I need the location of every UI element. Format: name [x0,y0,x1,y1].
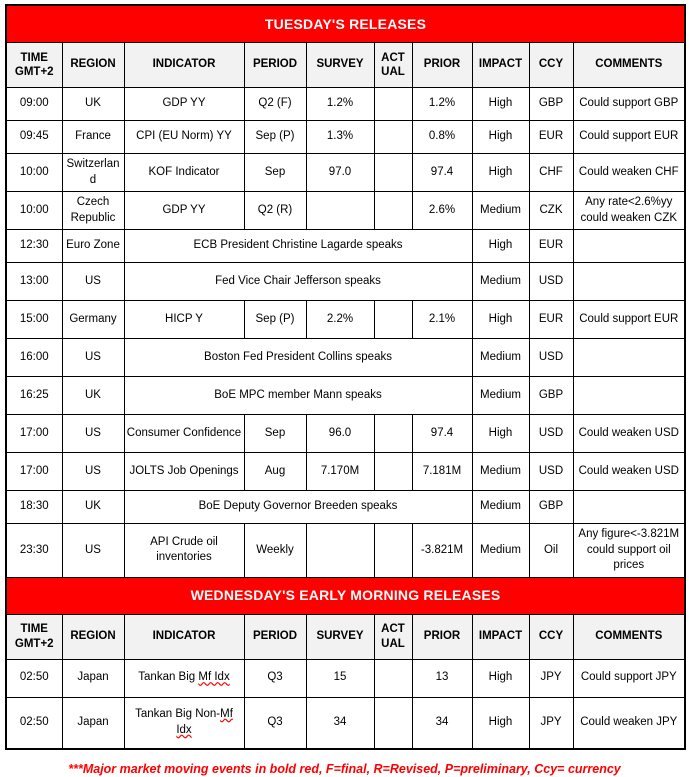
cell-actual [374,415,412,453]
cell-impact: Medium [472,524,529,578]
col-header-actual [374,43,412,88]
cell-comments: Could support JPY [573,659,685,697]
col-header-impact: IMPACT [472,43,529,88]
cell-survey: 34 [306,697,374,749]
cell-indicator: Consumer Confidence [124,415,244,453]
cell-event-description: BoE Deputy Governor Breeden speaks [124,491,472,524]
cell-region: Euro Zone [62,230,124,263]
cell-ccy: EUR [529,230,573,263]
cell-ccy: USD [529,453,573,491]
col-header-prior: PRIOR [412,614,472,659]
col-header-ccy: CCY [529,43,573,88]
cell-actual [374,659,412,697]
col-header-region: REGION [62,614,124,659]
cell-ccy: JPY [529,659,573,697]
cell-impact: High [472,230,529,263]
cell-time: 16:00 [6,339,62,377]
table-row[interactable] [6,697,685,749]
cell-ccy: Oil [529,524,573,578]
cell-time: 10:00 [6,192,62,230]
cell-impact: Medium [472,339,529,377]
cell-period: Aug [244,453,306,491]
table-row[interactable] [6,453,685,491]
cell-comments: Could weaken JPY [573,697,685,749]
indicator-text-spellchecked: Mf Idx [198,671,230,684]
cell-actual [374,453,412,491]
cell-region: UK [62,377,124,415]
cell-prior: 7.181M [412,453,472,491]
cell-event-description: ECB President Christine Lagarde speaks [124,230,472,263]
table-row-event[interactable] [6,263,685,301]
col-header-comments: COMMENTS [573,614,685,659]
cell-event-description: Boston Fed President Collins speaks [124,339,472,377]
cell-time: 17:00 [6,415,62,453]
cell-prior: 13 [412,659,472,697]
cell-event-description: Fed Vice Chair Jefferson speaks [124,263,472,301]
section-banner-label-tuesday: TUESDAY'S RELEASES [6,5,685,43]
cell-impact: High [472,415,529,453]
col-header-time-line1: TIME [20,623,48,636]
col-header-time [6,614,62,659]
table-row-event[interactable] [6,491,685,524]
section-banner-tuesday [6,5,685,43]
cell-actual [374,88,412,121]
indicator-text-plain: Tankan Big Non- [135,708,221,721]
cell-region: UK [62,88,124,121]
cell-time: 23:30 [6,524,62,578]
cell-time: 02:50 [6,697,62,749]
cell-period: Sep (P) [244,121,306,154]
col-header-actual-line2: UAL [381,66,405,78]
col-header-actual-line2: UAL [381,637,405,650]
economic-calendar-table [5,4,686,750]
cell-region: US [62,339,124,377]
cell-ccy: CHF [529,154,573,192]
cell-impact: Medium [472,263,529,301]
cell-survey: 97.0 [306,154,374,192]
cell-ccy: GBP [529,491,573,524]
cell-time: 18:30 [6,491,62,524]
cell-time: 09:00 [6,88,62,121]
cell-indicator: GDP YY [124,88,244,121]
cell-survey: 96.0 [306,415,374,453]
legend-footnote: ***Major market moving events in bold red, F=final, R=Revised, P=preliminary, Ccy= currency [68,761,621,776]
cell-region: Germany [62,301,124,339]
cell-comments: Could support EUR [573,121,685,154]
column-header-row-wednesday [6,614,685,659]
cell-comments [573,339,685,377]
cell-survey: 2.2% [306,301,374,339]
col-header-impact: IMPACT [472,614,529,659]
section-banner-label-wednesday: WEDNESDAY'S EARLY MORNING RELEASES [6,577,685,614]
cell-comments: Could weaken USD [573,415,685,453]
cell-period: Sep [244,154,306,192]
cell-actual [374,192,412,230]
cell-comments [573,230,685,263]
col-header-period: PERIOD [244,614,306,659]
cell-prior: 34 [412,697,472,749]
cell-indicator: KOF Indicator [124,154,244,192]
cell-impact: Medium [472,453,529,491]
cell-comments [573,377,685,415]
cell-indicator [124,659,244,697]
table-row[interactable] [6,659,685,697]
cell-impact: High [472,154,529,192]
cell-region: US [62,415,124,453]
cell-comments: Any figure<-3.821M could support oil prices [573,524,685,578]
cell-impact: High [472,697,529,749]
col-header-ccy: CCY [529,614,573,659]
cell-period: Q3 [244,659,306,697]
indicator-text-plain: Tankan Big [138,671,199,684]
cell-indicator: API Crude oil inventories [124,524,244,578]
col-header-time-line2: GMT+2 [14,66,54,78]
cell-time: 09:45 [6,121,62,154]
cell-region: US [62,524,124,578]
section-banner-wednesday [6,577,685,614]
cell-event-description: BoE MPC member Mann speaks [124,377,472,415]
cell-actual [374,301,412,339]
cell-region: Japan [62,697,124,749]
col-header-survey: SURVEY [306,43,374,88]
cell-time: 13:00 [6,263,62,301]
cell-prior: 2.6% [412,192,472,230]
cell-period: Weekly [244,524,306,578]
cell-ccy: JPY [529,697,573,749]
col-header-indicator: INDICATOR [124,43,244,88]
cell-indicator: GDP YY [124,192,244,230]
cell-indicator [124,697,244,749]
cell-prior: 97.4 [412,415,472,453]
cell-survey [306,192,374,230]
col-header-indicator: INDICATOR [124,614,244,659]
cell-impact: High [472,121,529,154]
cell-survey: 7.170M [306,453,374,491]
cell-comments: Could weaken CHF [573,154,685,192]
cell-ccy: USD [529,263,573,301]
column-header-row-tuesday [6,43,685,88]
cell-prior: 0.8% [412,121,472,154]
cell-indicator: JOLTS Job Openings [124,453,244,491]
col-header-survey: SURVEY [306,614,374,659]
cell-prior: 97.4 [412,154,472,192]
table-row[interactable] [6,524,685,578]
cell-survey: 15 [306,659,374,697]
cell-indicator: CPI (EU Norm) YY [124,121,244,154]
col-header-time-line1: TIME [20,51,48,64]
cell-actual [374,697,412,749]
cell-ccy: CZK [529,192,573,230]
col-header-comments: COMMENTS [573,43,685,88]
col-header-region: REGION [62,43,124,88]
cell-region: UK [62,491,124,524]
cell-period: Q3 [244,697,306,749]
cell-actual [374,154,412,192]
col-header-actual-line1: ACT [381,623,405,636]
cell-comments: Could support GBP [573,88,685,121]
cell-impact: Medium [472,491,529,524]
col-header-actual-line1: ACT [381,51,405,64]
indicator-text-spellchecked: Mf Idx [176,708,233,736]
cell-comments [573,491,685,524]
col-header-time-line2: GMT+2 [14,637,54,650]
cell-period: Sep [244,415,306,453]
table-row[interactable] [6,192,685,230]
cell-comments: Any rate<2.6%yy could weaken CZK [573,192,685,230]
cell-ccy: USD [529,339,573,377]
cell-time: 10:00 [6,154,62,192]
cell-region: US [62,263,124,301]
cell-ccy: GBP [529,377,573,415]
cell-prior: 2.1% [412,301,472,339]
cell-impact: High [472,659,529,697]
cell-impact: Medium [472,377,529,415]
cell-ccy: GBP [529,88,573,121]
cell-comments: Could support EUR [573,301,685,339]
cell-period: Q2 (F) [244,88,306,121]
cell-impact: High [472,301,529,339]
cell-survey: 1.2% [306,88,374,121]
cell-survey [306,524,374,578]
cell-time: 12:30 [6,230,62,263]
cell-region: US [62,453,124,491]
cell-time: 17:00 [6,453,62,491]
table-row-event[interactable] [6,377,685,415]
cell-actual [374,524,412,578]
cell-actual [374,121,412,154]
col-header-actual [374,614,412,659]
cell-region: Czech Republic [62,192,124,230]
cell-time: 16:25 [6,377,62,415]
table-row-event[interactable] [6,339,685,377]
cell-time: 02:50 [6,659,62,697]
cell-impact: Medium [472,192,529,230]
cell-time: 15:00 [6,301,62,339]
col-header-period: PERIOD [244,43,306,88]
cell-region: France [62,121,124,154]
cell-impact: High [472,88,529,121]
table-row[interactable] [6,154,685,192]
cell-prior: 1.2% [412,88,472,121]
cell-ccy: USD [529,415,573,453]
table-row[interactable] [6,121,685,154]
col-header-prior: PRIOR [412,43,472,88]
cell-prior: -3.821M [412,524,472,578]
table-row-event[interactable] [6,230,685,263]
cell-period: Q2 (R) [244,192,306,230]
cell-ccy: EUR [529,301,573,339]
cell-region: Switzerland [62,154,124,192]
col-header-time [6,43,62,88]
cell-survey: 1.3% [306,121,374,154]
table-row[interactable] [6,88,685,121]
cell-indicator: HICP Y [124,301,244,339]
cell-comments [573,263,685,301]
table-row[interactable] [6,301,685,339]
cell-period: Sep (P) [244,301,306,339]
cell-comments: Could weaken USD [573,453,685,491]
table-row[interactable] [6,415,685,453]
cell-ccy: EUR [529,121,573,154]
cell-region: Japan [62,659,124,697]
